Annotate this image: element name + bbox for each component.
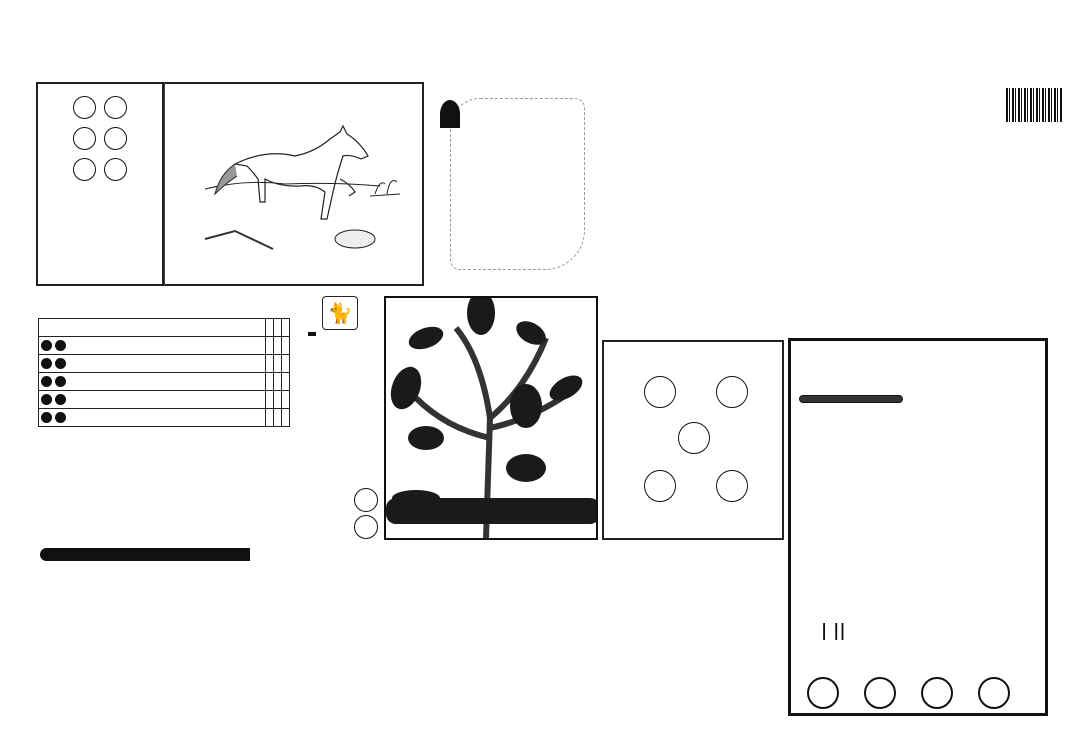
zodiac-circle	[644, 470, 676, 502]
wave-panel	[36, 82, 164, 286]
number-ball	[104, 127, 127, 150]
door-table	[38, 318, 290, 427]
hot-value	[265, 409, 273, 427]
wave-group-red	[38, 127, 162, 150]
number-ball	[354, 488, 378, 512]
weak-value	[273, 409, 281, 427]
zodiac-circle	[678, 422, 710, 454]
weak-value	[273, 391, 281, 409]
cat-icon: 🐈	[322, 296, 358, 330]
scroll-end-icon	[440, 100, 460, 128]
strategy-numbers	[807, 677, 1010, 709]
range-ball	[41, 394, 52, 405]
wave-group-green	[38, 158, 162, 181]
strategy-panel	[788, 338, 1048, 716]
number-ball	[354, 515, 378, 539]
table-row	[39, 355, 290, 373]
tree-panel	[384, 296, 598, 540]
open-size-label: | ||	[821, 621, 846, 641]
weak-value	[273, 373, 281, 391]
number-ball	[864, 677, 896, 709]
weak-value	[273, 355, 281, 373]
range-ball	[41, 340, 52, 351]
number-ball	[73, 127, 96, 150]
pick-value	[281, 409, 289, 427]
range-ball	[41, 358, 52, 369]
number-ball	[978, 677, 1010, 709]
pick-value	[281, 391, 289, 409]
pick-value	[281, 337, 289, 355]
range-ball	[55, 340, 66, 351]
hot-value	[265, 391, 273, 409]
range-ball	[41, 412, 52, 423]
number-ball	[73, 158, 96, 181]
barcode-icon	[1006, 88, 1062, 122]
table-row	[39, 373, 290, 391]
results-title	[40, 548, 250, 561]
hot-value	[265, 355, 273, 373]
strategy-banner	[799, 395, 903, 403]
range-ball	[55, 394, 66, 405]
hot-value	[265, 337, 273, 355]
catch-wave-label	[308, 332, 316, 336]
number-ball	[73, 96, 96, 119]
horse-icon	[165, 84, 421, 284]
zodiac-circle	[716, 376, 748, 408]
hot-value	[265, 373, 273, 391]
scroll-riddle	[440, 90, 590, 280]
zodiac-circle	[716, 470, 748, 502]
col-header	[281, 319, 289, 337]
zodiac-relations-panel	[602, 340, 784, 540]
range-ball	[55, 358, 66, 369]
weak-value	[273, 337, 281, 355]
horse-illustration	[164, 82, 424, 286]
pick-value	[281, 355, 289, 373]
col-header	[39, 319, 266, 337]
table-row	[39, 337, 290, 355]
number-ball	[104, 158, 127, 181]
number-ball	[921, 677, 953, 709]
wave-group-blue	[38, 96, 162, 119]
col-header	[265, 319, 273, 337]
col-header	[273, 319, 281, 337]
range-ball	[41, 376, 52, 387]
number-ball	[807, 677, 839, 709]
results-dot-grid	[256, 550, 784, 710]
pick-value	[281, 373, 289, 391]
tree-icon	[386, 298, 598, 540]
zodiac-circle	[644, 376, 676, 408]
table-row	[39, 391, 290, 409]
number-ball	[104, 96, 127, 119]
range-ball	[55, 376, 66, 387]
table-row	[39, 409, 290, 427]
range-ball	[55, 412, 66, 423]
